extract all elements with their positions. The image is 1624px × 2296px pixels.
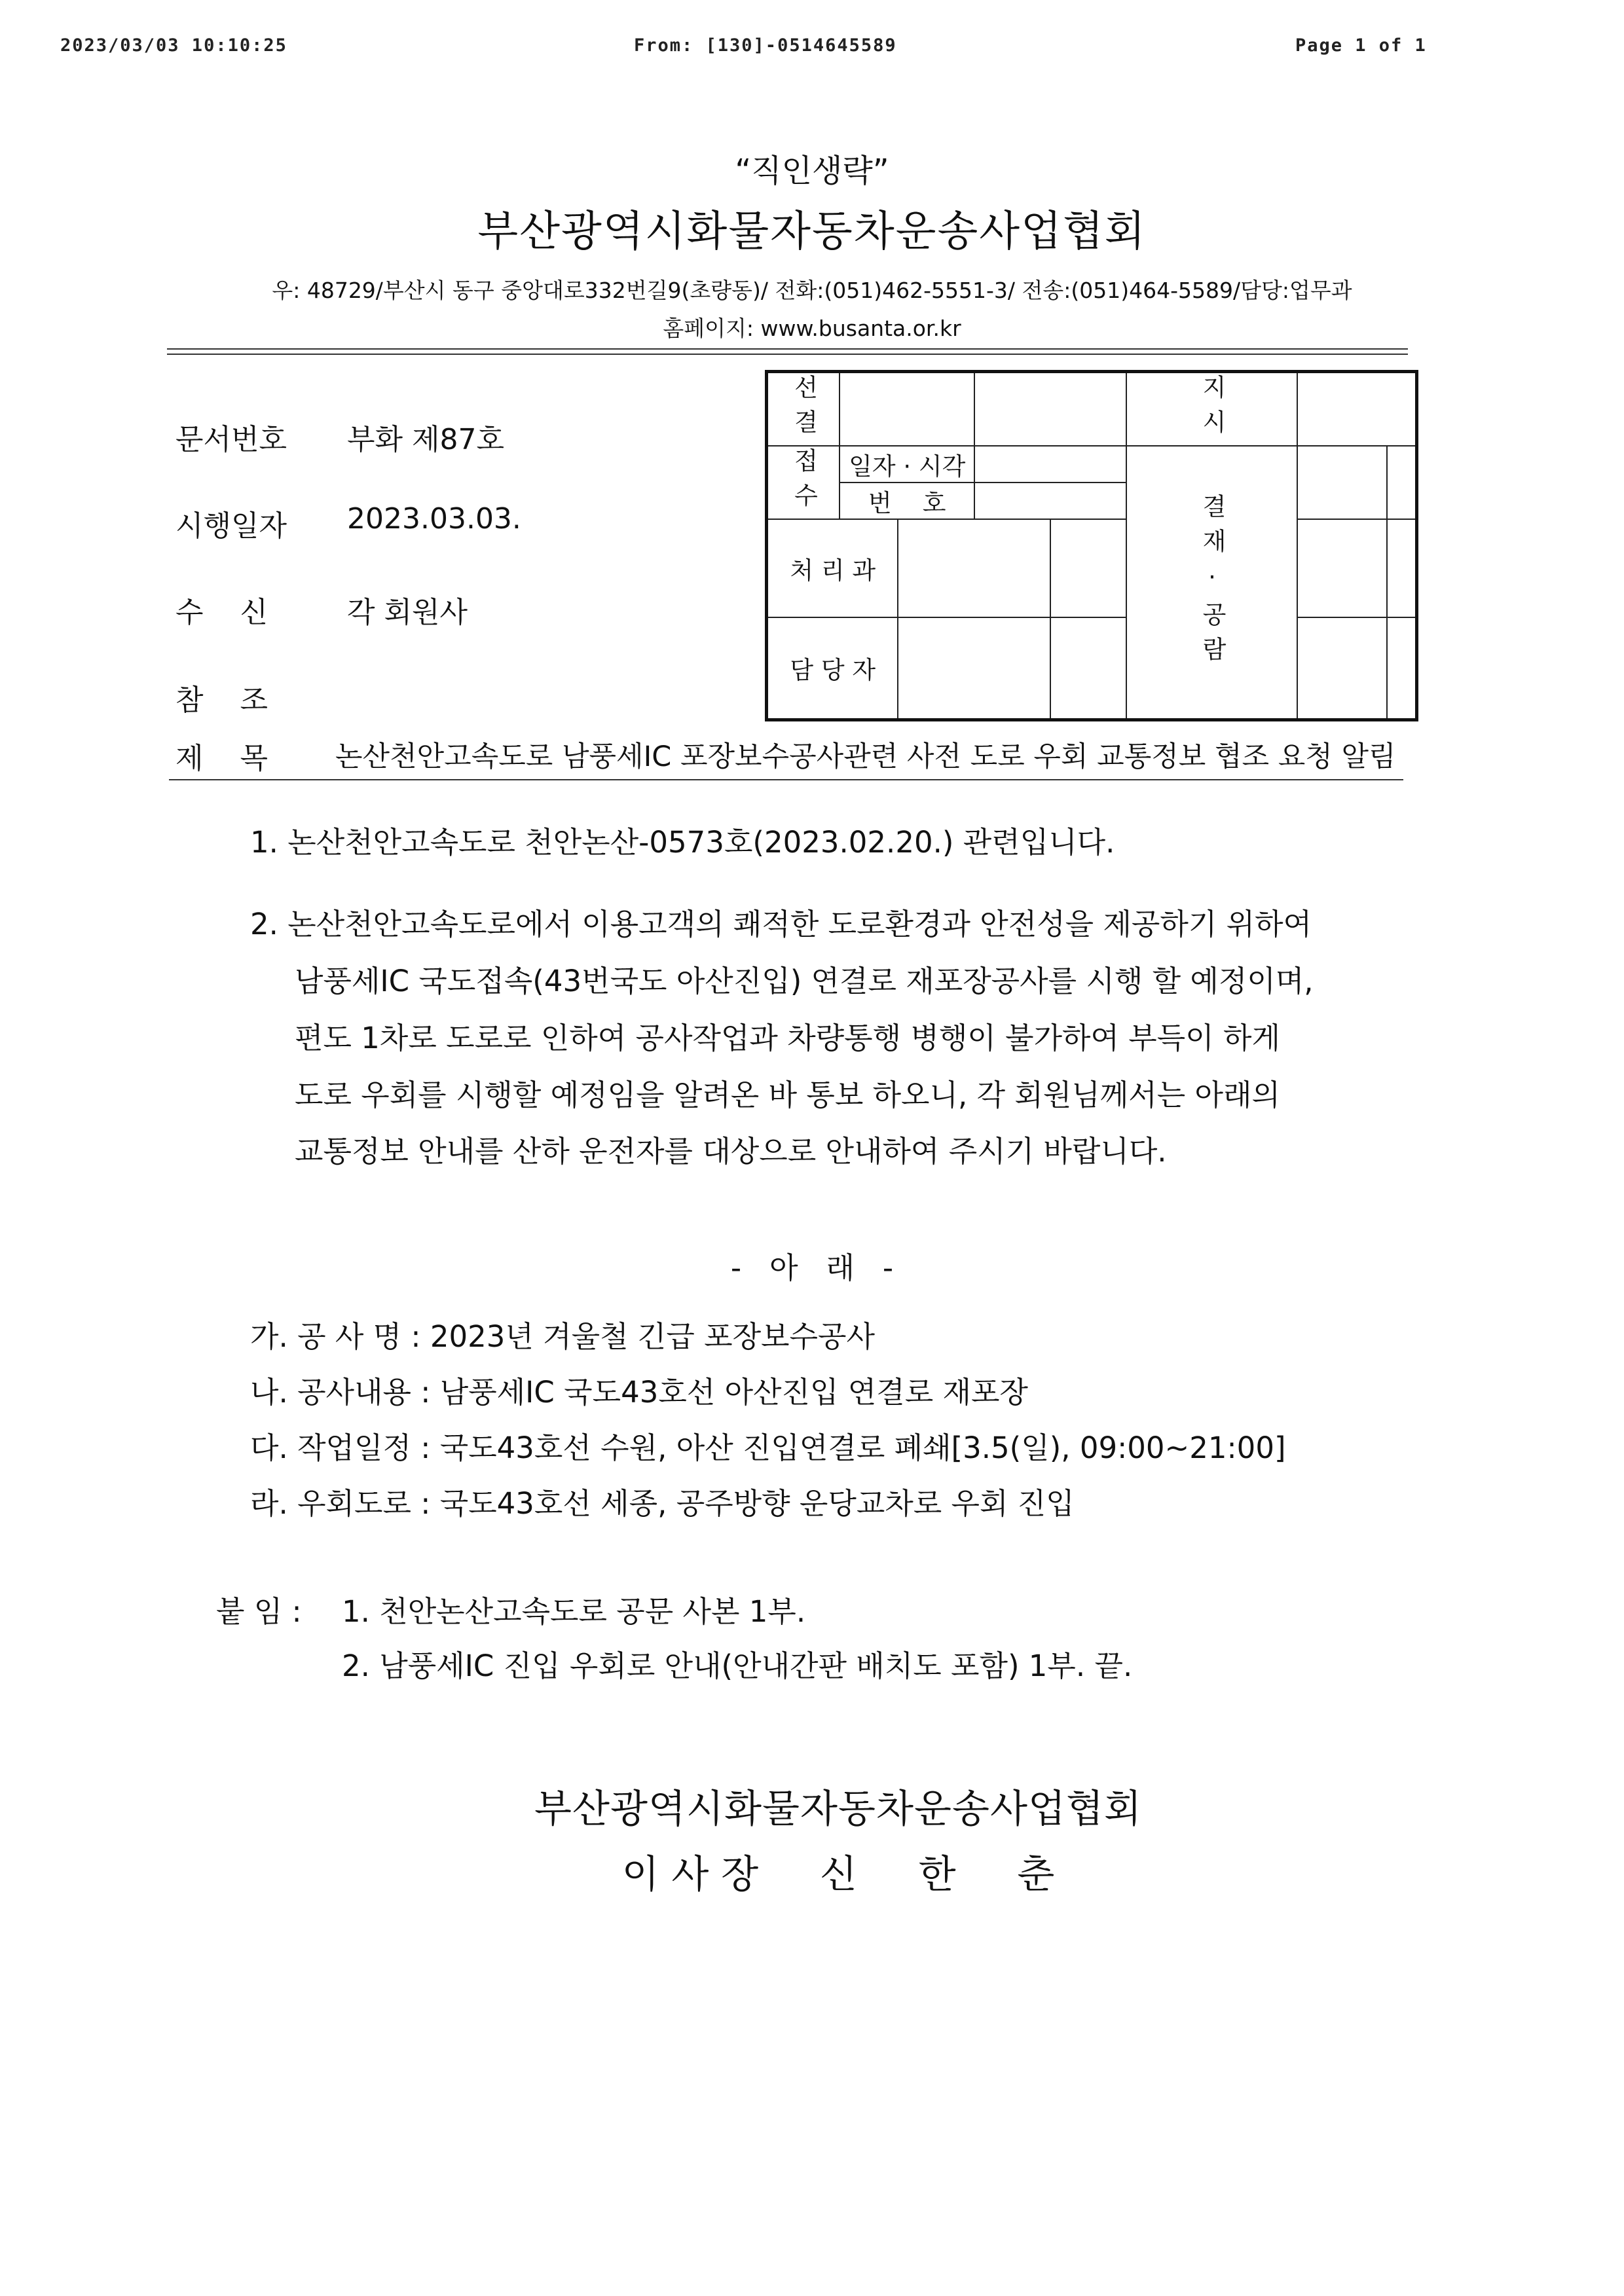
fax-page-count: Page 1 of 1: [1295, 35, 1427, 56]
person-in-charge-cell: [1050, 617, 1126, 720]
detail-row-detour: 라. 우회도로 : 국도43호선 세종, 공주방향 운당교차로 우회 진입: [250, 1486, 1075, 1521]
detail-row-content: 나. 공사내용 : 남풍세IC 국도43호선 아산진입 연결로 재포장: [250, 1375, 1028, 1410]
issue-date: 2023.03.03.: [347, 502, 521, 536]
jisi-label: 지시: [1126, 372, 1297, 446]
date-time-cell: [974, 446, 1126, 483]
subject-divider: [169, 779, 1403, 780]
body-item-2-line: 교통정보 안내를 산하 운전자를 대상으로 안내하여 주시기 바랍니다.: [295, 1134, 1167, 1169]
date-label: 시행일자: [175, 509, 287, 543]
address-line: 우: 48729/부산시 동구 중앙대로332번길9(초량동)/ 전화:(051)462-5551-3/ 전송:(051)464-5589/담당:업무과: [272, 278, 1352, 303]
gyeoljae-cell: [1387, 446, 1417, 519]
attachment-item: 2. 남풍세IC 진입 우회로 안내(안내간판 배치도 포함) 1부. 끝.: [342, 1649, 1133, 1683]
attachment-item: 1. 천안논산고속도로 공문 사본 1부.: [342, 1594, 806, 1629]
subject-label: 제 목: [175, 742, 268, 775]
seal-omitted-note: “직인생략”: [735, 153, 889, 189]
header-divider-top: [167, 348, 1408, 350]
details-heading: - 아 래 -: [730, 1250, 894, 1285]
person-in-charge-cell: [898, 617, 1050, 720]
approval-box: [765, 370, 1418, 721]
fax-timestamp: 2023/03/03 10:10:25: [60, 35, 287, 56]
gyeoljae-cell: [1387, 519, 1417, 617]
reference-label: 참 조: [175, 683, 268, 717]
gyeoljae-label: 결재·공람: [1126, 446, 1297, 720]
processing-dept-cell: [1050, 519, 1126, 617]
signature-name: 이 사 장 신 한 춘: [621, 1851, 1055, 1897]
detail-row-schedule: 다. 작업일정 : 국도43호선 수원, 아산 진입연결로 폐쇄[3.5(일), 09:00~21:00]: [250, 1430, 1286, 1465]
date-time-label: 일자 · 시각: [840, 446, 974, 483]
doc-number: 부화 제87호: [347, 423, 504, 456]
recipient: 각 회원사: [347, 596, 468, 629]
body-item-2-line: 2. 논산천안고속도로에서 이용고객의 쾌적한 도로환경과 안전성을 제공하기 위하여: [250, 907, 1312, 941]
body-item-2-line: 도로 우회를 시행할 예정임을 알려온 바 통보 하오니, 각 회원님께서는 아래의: [295, 1078, 1280, 1112]
gyeoljae-cell: [1387, 617, 1417, 720]
number-label: 번 호: [840, 483, 974, 519]
detail-row-name: 가. 공 사 명 : 2023년 겨울철 긴급 포장보수공사: [250, 1319, 875, 1354]
gyeoljae-cell: [1297, 519, 1387, 617]
number-cell: [974, 483, 1126, 519]
doc-number-label: 문서번호: [175, 423, 287, 456]
seon-gyeol-cell: [840, 372, 974, 446]
homepage-line[interactable]: 홈페이지: www.busanta.or.kr: [663, 316, 961, 341]
body-item-2-line: 남풍세IC 국도접속(43번국도 아산진입) 연결로 재포장공사를 시행 할 예정이며,: [295, 964, 1314, 998]
attachments-label: 붙 임 :: [216, 1594, 302, 1629]
processing-dept-cell: [898, 519, 1050, 617]
body-item-1: 1. 논산천안고속도로 천안논산-0573호(2023.02.20.) 관련입니다.: [250, 825, 1115, 860]
organization-name: 부산광역시화물자동차운송사업협회: [477, 208, 1147, 256]
gyeoljae-cell: [1297, 446, 1387, 519]
header-divider-bottom: [167, 354, 1408, 355]
signature-organization: 부산광역시화물자동차운송사업협회: [534, 1786, 1142, 1831]
body-item-2-line: 편도 1차로 도로로 인하여 공사작업과 차량통행 병행이 불가하여 부득이 하게: [295, 1021, 1280, 1055]
subject: 논산천안고속도로 남풍세IC 포장보수공사관련 사전 도로 우회 교통정보 협조 요청 알림: [335, 740, 1396, 773]
recipient-label: 수 신: [175, 596, 268, 629]
seon-gyeol-cell: [974, 372, 1126, 446]
processing-dept-label: 처 리 과: [767, 519, 898, 617]
fax-from: From: [130]-0514645589: [634, 35, 897, 56]
gyeoljae-cell: [1297, 617, 1387, 720]
jisi-cell: [1297, 372, 1417, 446]
jeopsu-label: 접수: [767, 446, 840, 519]
seon-gyeol-label: 선결: [767, 372, 840, 446]
person-in-charge-label: 담 당 자: [767, 617, 898, 720]
